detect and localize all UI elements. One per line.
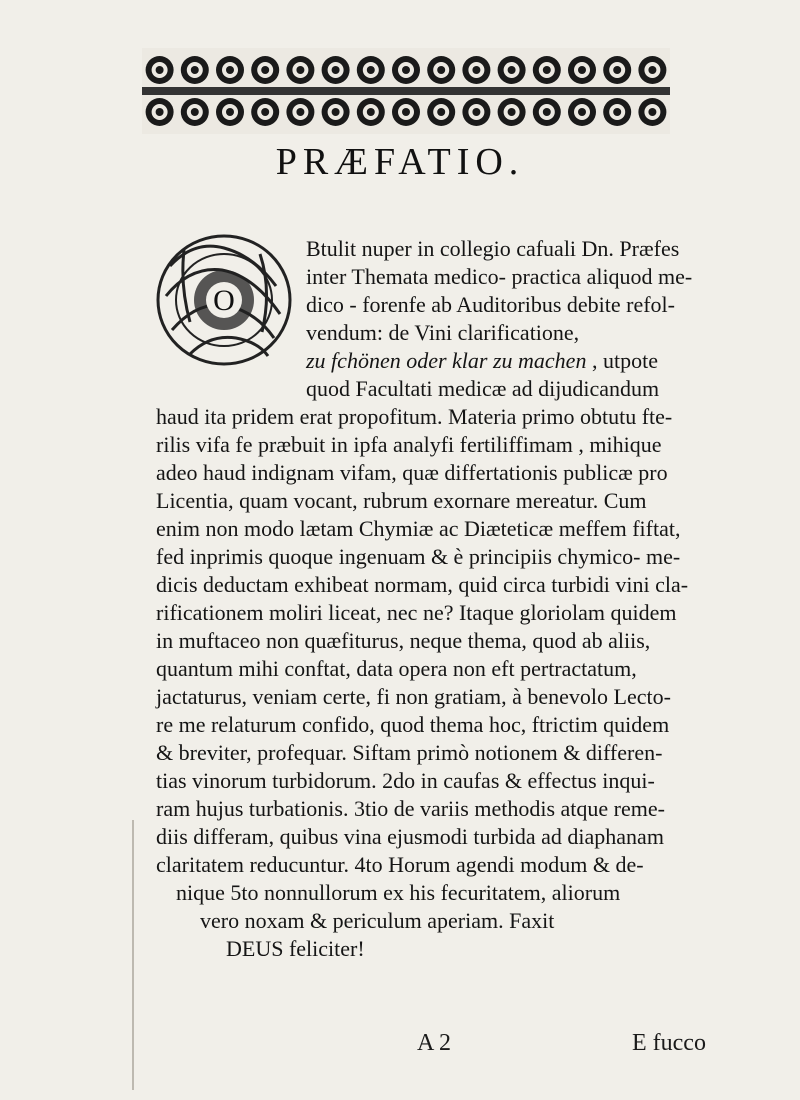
text-line: vendum: de Vini clarificatione, [306,320,580,345]
text-line: in muftaceo non quæfiturus, neque thema, quod ab aliis, [156,628,651,653]
text-line: dico - forenfe ab Auditoribus debite refol- [306,292,675,317]
text-line: & breviter, profequar. Siftam primò notionem & differen- [156,740,663,765]
page-title: PRÆFATIO. [275,141,525,183]
text-line: rilis vifa fe præbuit in ipfa analyfi fertiliffimam , mihique [156,432,662,457]
catchword: E fucco [632,1030,706,1056]
text-line: quantum mihi conftat, data opera non eft pertractatum, [156,656,637,681]
text-line: fed inprimis quoque ingenuam & è principiis chymico- me- [156,544,681,569]
text-line: claritatem reducuntur. 4to Horum agendi modum & de- [156,852,644,877]
text-line: vero noxam & periculum aperiam. Faxit [200,908,555,933]
text-line: DEUS feliciter! [226,936,365,961]
text-line: Btulit nuper in collegio cafuali Dn. Præfes [306,236,680,261]
page-margin-shadow [132,820,134,1090]
text-line: inter Themata medico- practica aliquod me- [306,264,693,289]
text-line: quod Facultati medicæ ad dijudicandum [306,376,660,401]
initial-letter: O [213,284,235,317]
text-line: jactaturus, veniam certe, fi non gratiam, à benevolo Lecto- [156,684,671,709]
text-line: dicis deductam exhibeat normam, quid circa turbidi vini cla- [156,572,689,597]
text-line-italic: zu fchönen oder klar zu machen [306,348,587,373]
signature-mark: A 2 [417,1030,452,1056]
text-line: ram hujus turbationis. 3tio de variis methodis atque reme- [156,796,665,821]
text-line: re me relaturum confido, quod thema hoc, ftrictim quidem [156,712,670,737]
text-line: adeo haud indignam vifam, quæ differtationis publicæ pro [156,460,668,485]
text-line: diis differam, quibus vina ejusmodi turbida ad diaphanam [156,824,664,849]
text-line: enim non modo lætam Chymiæ ac Diæteticæ meffem fiftat, [156,516,681,541]
text-line: Licentia, quam vocant, rubrum exornare mereatur. Cum [156,488,647,513]
text-line: , utpote [592,348,658,373]
text-line: tias vinorum turbidorum. 2do in caufas & effectus inqui- [156,768,655,793]
text-line: nique 5to nonnullorum ex his fecuritatem, aliorum [176,880,621,905]
text-line: rificationem moliri liceat, nec ne? Itaque gloriolam quidem [156,600,677,625]
text-line: haud ita pridem erat propofitum. Materia primo obtutu fte- [156,404,673,429]
